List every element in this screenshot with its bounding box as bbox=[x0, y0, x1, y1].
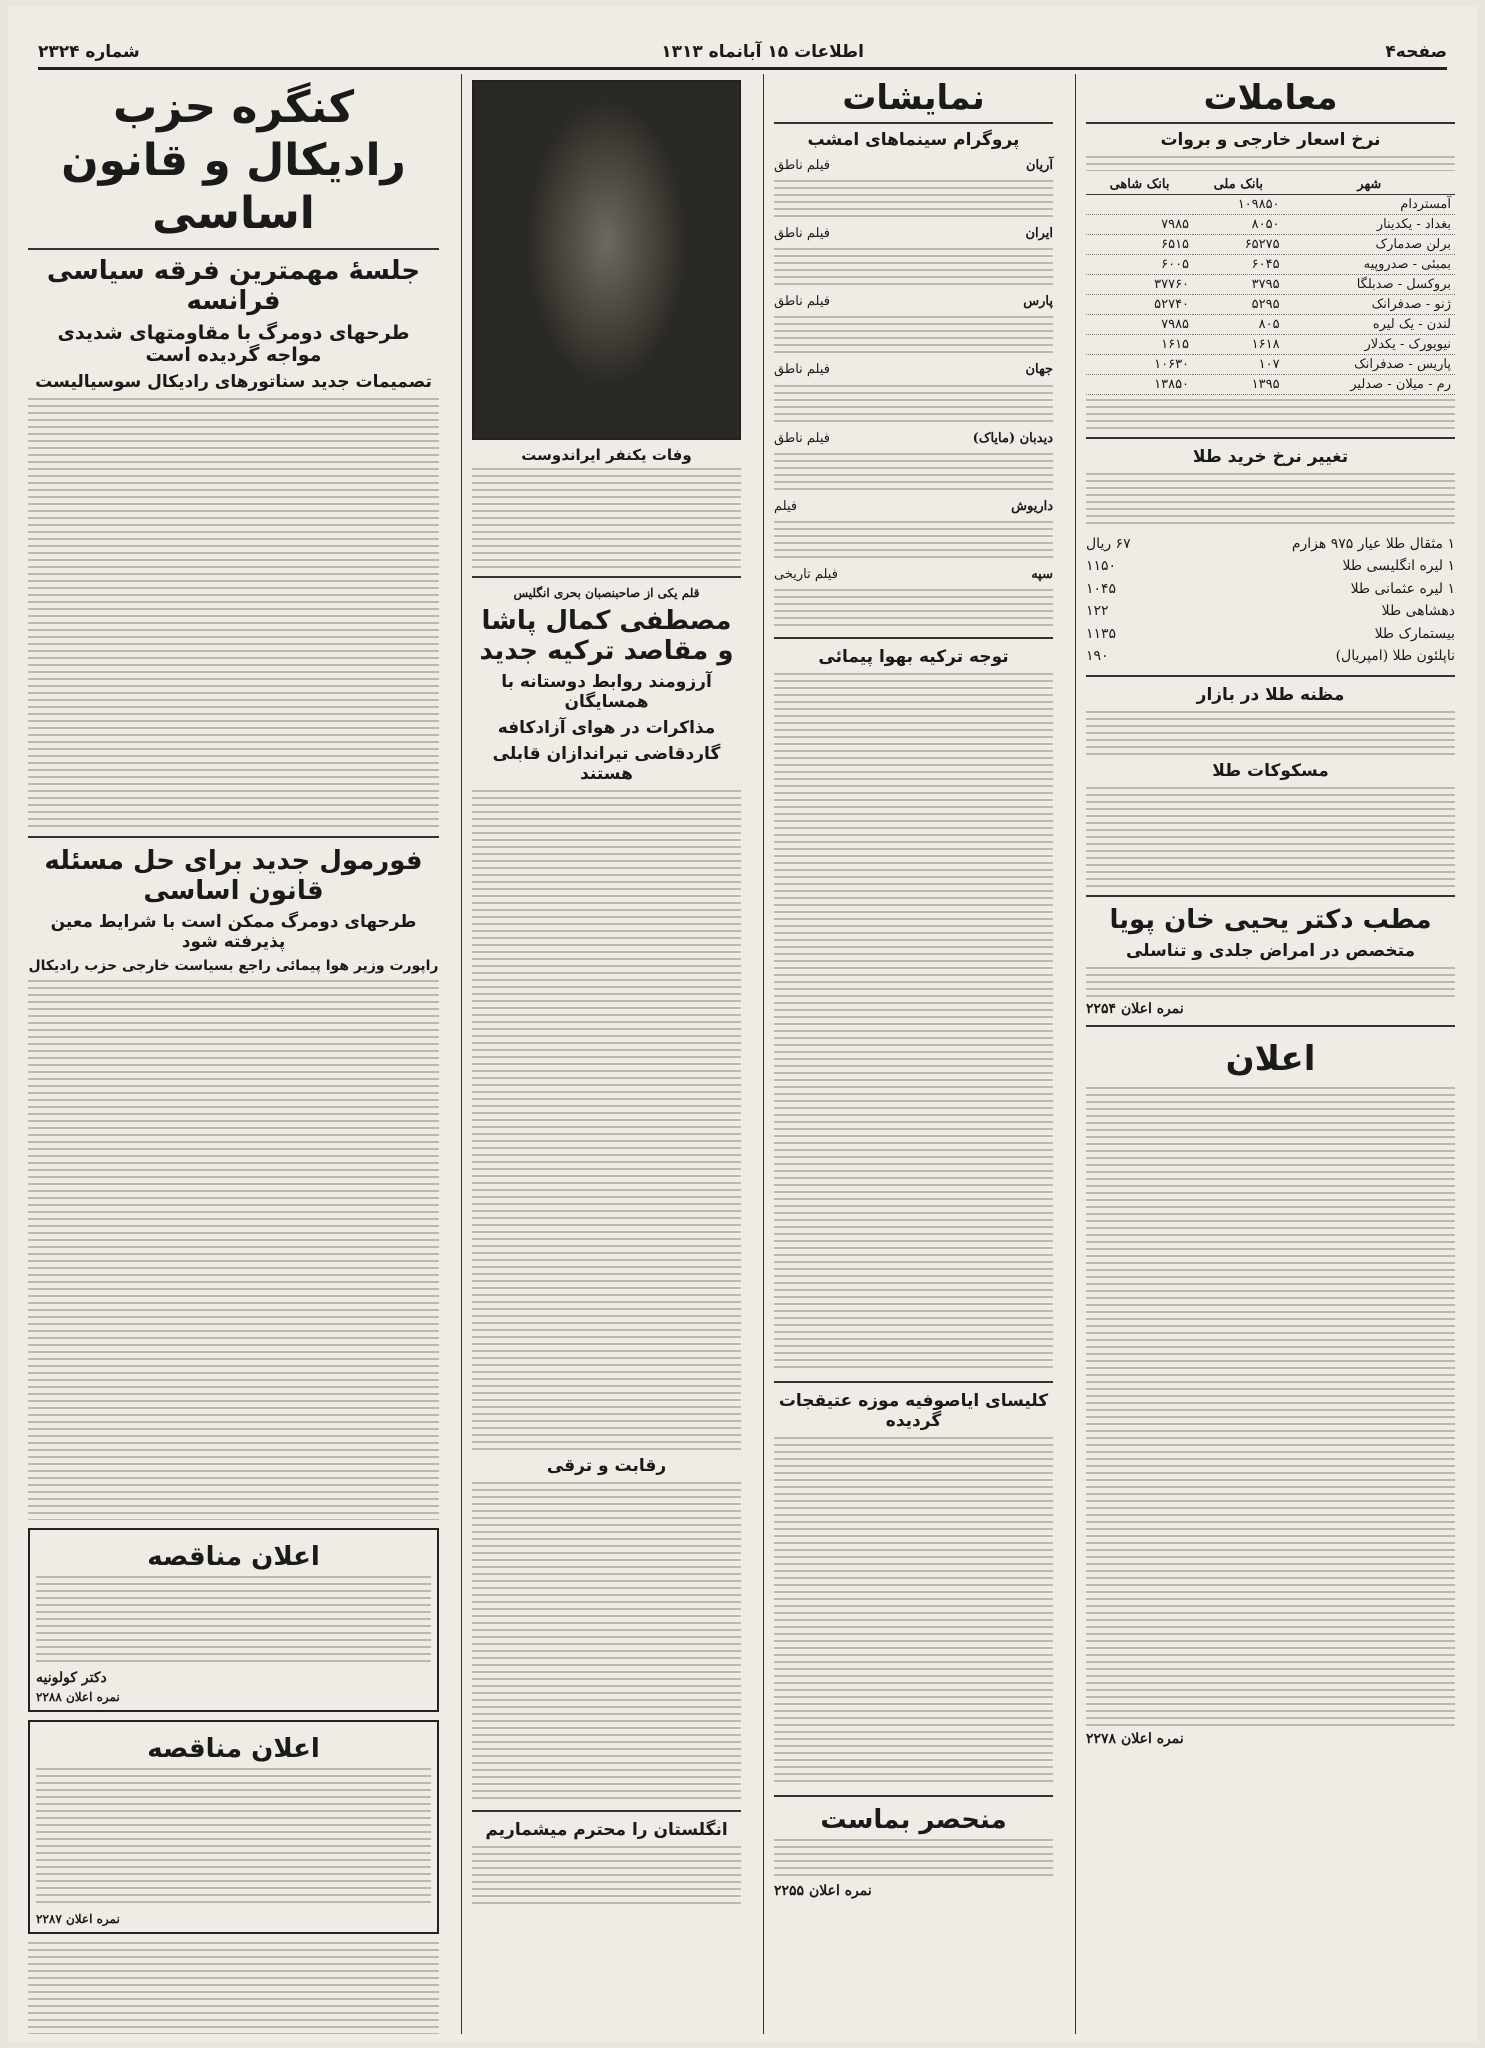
gold-title: تغییر نرخ خرید طلا bbox=[1192, 447, 1349, 467]
rates-cell: ۱۳۹۵ bbox=[1193, 375, 1284, 395]
cinema-film: فیلم ناطق bbox=[774, 362, 830, 378]
portrait-photo bbox=[472, 80, 741, 440]
rates-table bbox=[1086, 175, 1455, 395]
rates-header-melli: بانک ملی bbox=[1193, 175, 1284, 195]
cinema-name: آریان bbox=[1025, 158, 1053, 173]
rates-row bbox=[1086, 255, 1455, 275]
text-block bbox=[28, 980, 439, 1520]
rates-cell: ۱۶۱۵ bbox=[1086, 335, 1193, 355]
rates-row bbox=[1086, 275, 1455, 295]
exclusive-ad-number: نمره اعلان ۲۲۵۵ bbox=[774, 1882, 872, 1899]
kemal-sub3: گاردقاضی تیراندازان قابلی هستند bbox=[492, 744, 721, 784]
cinema-details bbox=[774, 180, 1053, 220]
gold-price: ۱۱۳۵ bbox=[1086, 625, 1117, 642]
kemal-sub1: آرزومند روابط دوستانه با همسایگان bbox=[501, 672, 712, 712]
rates-cell: ۱۶۱۸ bbox=[1193, 335, 1284, 355]
tender-ad-1-signature: دکتر کولونیه bbox=[36, 1670, 107, 1687]
gold-item: ۱ مثقال طلا عیار ۹۷۵ هزارم bbox=[1291, 536, 1455, 552]
rates-cell: ۷۹۸۵ bbox=[1086, 215, 1193, 235]
text-block bbox=[472, 1846, 741, 1906]
rates-cell: ژنو - صدفرانک bbox=[1284, 295, 1455, 315]
text-block bbox=[774, 1839, 1053, 1879]
gold-row bbox=[1086, 533, 1455, 555]
gold-row bbox=[1086, 623, 1455, 645]
text-block bbox=[472, 1482, 741, 1802]
rates-title: نرخ اسعار خارجی و بروات bbox=[1160, 130, 1381, 150]
exclusive-ad-title: منحصر بماست bbox=[820, 1804, 1007, 1835]
cinema-name: دیدبان (مایاک) bbox=[972, 430, 1053, 446]
rates-cell: ۶۵۲۷۵ bbox=[1193, 235, 1284, 255]
cinema-item bbox=[774, 360, 1053, 380]
rates-cell: بمبئی - صدروپیه bbox=[1284, 255, 1455, 275]
tender-ad-2 bbox=[28, 1720, 439, 1934]
cinema-item bbox=[774, 497, 1053, 517]
column-transactions bbox=[1075, 74, 1465, 2034]
radical-sub3: تصمیمات جدید سناتورهای رادیکال سوسیالیست bbox=[35, 372, 432, 393]
text-block bbox=[1086, 473, 1455, 529]
doctor-ad-number: نمره اعلان ۲۲۵۴ bbox=[1086, 1001, 1184, 1018]
rates-cell: لندن - یک لیره bbox=[1284, 315, 1455, 335]
rates-header-shahi: بانک شاهی bbox=[1086, 175, 1193, 195]
rates-row bbox=[1086, 295, 1455, 315]
rates-cell bbox=[1086, 195, 1193, 215]
article-aviation-text bbox=[774, 673, 1053, 1373]
rates-row bbox=[1086, 235, 1455, 255]
rates-row bbox=[1086, 195, 1455, 215]
transactions-title: معاملات bbox=[1086, 74, 1455, 124]
doctor-ad-sub: متخصص در امراض جلدی و تناسلی bbox=[1125, 941, 1416, 962]
cinema-film: فیلم ناطق bbox=[774, 294, 830, 310]
radical-sub1: جلسهٔ مهمترین فرقه سیاسی فرانسه bbox=[46, 256, 421, 317]
issue-label: شماره ۲۳۲۴ bbox=[38, 41, 140, 62]
text-block bbox=[28, 398, 439, 828]
cinema-name: سپه bbox=[1031, 566, 1053, 582]
article-aviation-title: توجه ترکیه بهوا پیمائی bbox=[818, 646, 1009, 667]
cinema-film: فیلم ناطق bbox=[774, 430, 830, 446]
shows-title: نمایشات bbox=[774, 74, 1053, 124]
cinema-details bbox=[774, 453, 1053, 493]
text-block bbox=[472, 790, 741, 1450]
cinema-item bbox=[774, 565, 1053, 585]
rates-cell: نیویورک - یکدلار bbox=[1284, 335, 1455, 355]
column-kemal bbox=[461, 74, 751, 2034]
tender-ad-2-title: اعلان مناقصه bbox=[147, 1734, 320, 1765]
rates-header-city: شهر bbox=[1284, 175, 1455, 195]
cinema-details bbox=[774, 521, 1053, 561]
rates-cell: ۶۰۴۵ bbox=[1193, 255, 1284, 275]
text-block bbox=[1086, 399, 1455, 429]
article-hagia-sophia-text bbox=[774, 1437, 1053, 1787]
cinema-list bbox=[774, 156, 1053, 629]
program-title: پروگرام سینماهای امشب bbox=[807, 130, 1020, 150]
rates-row bbox=[1086, 335, 1455, 355]
rates-cell: ۸۰۵ bbox=[1193, 315, 1284, 335]
date-line: اطلاعات ۱۵ آبانماه ۱۳۱۳ bbox=[661, 41, 864, 62]
doctor-ad-title: مطب دکتر یحیی خان پویا bbox=[1109, 905, 1432, 936]
gold-list bbox=[1086, 533, 1455, 667]
text-block bbox=[36, 1576, 431, 1666]
rates-cell: ۳۷۹۵ bbox=[1193, 275, 1284, 295]
cinema-details bbox=[774, 589, 1053, 629]
formula-title: فورمول جدید برای حل مسئله قانون اساسی bbox=[44, 846, 423, 907]
masthead bbox=[38, 36, 1447, 70]
notice-number: نمره اعلان ۲۲۷۸ bbox=[1086, 1731, 1184, 1748]
cinema-item bbox=[774, 224, 1053, 244]
column-shows bbox=[763, 74, 1063, 2034]
rates-cell: ۱۳۸۵۰ bbox=[1086, 375, 1193, 395]
gold-price: ۱۹۰ bbox=[1086, 647, 1109, 664]
cinema-name: جهان bbox=[1025, 362, 1053, 378]
kemal-title: مصطفی کمال پاشا و مقاصد ترکیه جدید bbox=[479, 606, 734, 666]
rates-cell: بروکسل - صدبلگا bbox=[1284, 275, 1455, 295]
text-block bbox=[36, 1768, 431, 1908]
gold-row bbox=[1086, 600, 1455, 622]
rates-cell: ۵۲۷۴۰ bbox=[1086, 295, 1193, 315]
cinema-film: فیلم bbox=[774, 498, 798, 514]
rates-cell: ۷۹۸۵ bbox=[1086, 315, 1193, 335]
rates-cell: ۶۵۱۵ bbox=[1086, 235, 1193, 255]
rates-row bbox=[1086, 375, 1455, 395]
gold-item: ۱ لیره انگلیسی طلا bbox=[1342, 558, 1455, 575]
text-block bbox=[1086, 156, 1455, 171]
cinema-film: فیلم ناطق bbox=[774, 226, 830, 242]
rates-row bbox=[1086, 355, 1455, 375]
cinema-name: پارس bbox=[1023, 294, 1053, 310]
rates-cell: ۳۷۷۶۰ bbox=[1086, 275, 1193, 295]
photo-caption: وفات یکنفر ایراندوست bbox=[521, 446, 692, 464]
cinema-details bbox=[774, 316, 1053, 356]
photo-credit: قلم یکی از صاحبنصبان بحری انگلیس bbox=[513, 586, 700, 600]
coins-title: مسکوکات طلا bbox=[1212, 761, 1329, 782]
kemal-sub4: رقابت و ترقی bbox=[546, 1456, 667, 1476]
column-radical bbox=[18, 74, 449, 2034]
text-block bbox=[1086, 967, 1455, 997]
text-block bbox=[472, 468, 741, 568]
gold-price: ۱۰۴۵ bbox=[1086, 580, 1117, 597]
formula-sub2: راپورت وزیر هوا پیمائی راجع بسیاست خارجی حزب رادیکال bbox=[28, 958, 439, 975]
text-block bbox=[1086, 787, 1455, 887]
tender-ad-1-title: اعلان مناقصه bbox=[147, 1542, 320, 1573]
rates-cell: بغداد - یکدینار bbox=[1284, 215, 1455, 235]
kemal-sub2: مذاکرات در هوای آزادکافه bbox=[497, 718, 716, 738]
text-block bbox=[28, 1942, 439, 2034]
rates-row bbox=[1086, 315, 1455, 335]
gold-item: بیستمارک طلا bbox=[1374, 625, 1455, 642]
rates-cell: پاریس - صدفرانک bbox=[1284, 355, 1455, 375]
gold-price: ۶۷ ریال bbox=[1086, 536, 1131, 552]
rates-row bbox=[1086, 215, 1455, 235]
newspaper-page bbox=[8, 6, 1477, 2042]
kemal-sub5: انگلستان را محترم میشماریم bbox=[485, 1820, 728, 1840]
text-block bbox=[1086, 711, 1455, 755]
cinema-film: فیلم ناطق bbox=[774, 158, 830, 173]
rates-cell: ۱۰۷ bbox=[1193, 355, 1284, 375]
cinema-name: ایران bbox=[1025, 226, 1053, 242]
rates-cell: ۵۲۹۵ bbox=[1193, 295, 1284, 315]
gold-row bbox=[1086, 578, 1455, 600]
rates-cell: برلن صدمارک bbox=[1284, 235, 1455, 255]
radical-title: کنگره حزب رادیکال و قانون اساسی bbox=[28, 74, 439, 250]
tender-ad-1-number: نمره اعلان ۲۲۸۸ bbox=[36, 1690, 120, 1705]
gold-item: ۱ لیره عثمانی طلا bbox=[1350, 580, 1455, 597]
cinema-name: داریوش bbox=[1011, 498, 1053, 514]
rates-cell: ۱۰۹۸۵۰ bbox=[1193, 195, 1284, 215]
tender-ad-1 bbox=[28, 1528, 439, 1712]
cinema-film: فیلم تاریخی bbox=[774, 566, 838, 582]
rates-cell: آمستردام bbox=[1284, 195, 1455, 215]
formula-sub1: طرحهای دومرگ ممکن است با شرایط معین پذیرفته شود bbox=[50, 912, 417, 953]
gold-item: دهشاهی طلا bbox=[1381, 603, 1455, 620]
cinema-details bbox=[774, 385, 1053, 425]
gold-price: ۱۱۵۰ bbox=[1086, 558, 1117, 575]
tender-ad-2-number: نمره اعلان ۲۲۸۷ bbox=[36, 1912, 120, 1927]
rates-cell: ۸۰۵۰ bbox=[1193, 215, 1284, 235]
notice-text bbox=[1086, 1087, 1455, 1727]
cinema-item bbox=[774, 429, 1053, 449]
rates-cell: رم - میلان - صدلیر bbox=[1284, 375, 1455, 395]
radical-sub2: طرحهای دومرگ با مقاومتهای شدیدی مواجه گردیده است bbox=[57, 322, 410, 367]
page-label: صفحه۴ bbox=[1385, 41, 1447, 62]
gold-row bbox=[1086, 555, 1455, 577]
notice-title: اعلان bbox=[1225, 1039, 1316, 1080]
cinema-details bbox=[774, 248, 1053, 288]
gold-item: ناپلئون طلا (امپریال) bbox=[1335, 647, 1455, 664]
article-hagia-sophia-title: کلیسای ایاصوفیه موزه عتیقجات گردیده bbox=[778, 1390, 1049, 1431]
rates-cell: ۱۰۶۳۰ bbox=[1086, 355, 1193, 375]
gold-price: ۱۲۲ bbox=[1086, 603, 1109, 620]
cinema-item bbox=[774, 156, 1053, 176]
rates-cell: ۶۰۰۵ bbox=[1086, 255, 1193, 275]
gold-row bbox=[1086, 645, 1455, 667]
cinema-item bbox=[774, 292, 1053, 312]
market-title: مظنه طلا در بازار bbox=[1196, 685, 1345, 706]
